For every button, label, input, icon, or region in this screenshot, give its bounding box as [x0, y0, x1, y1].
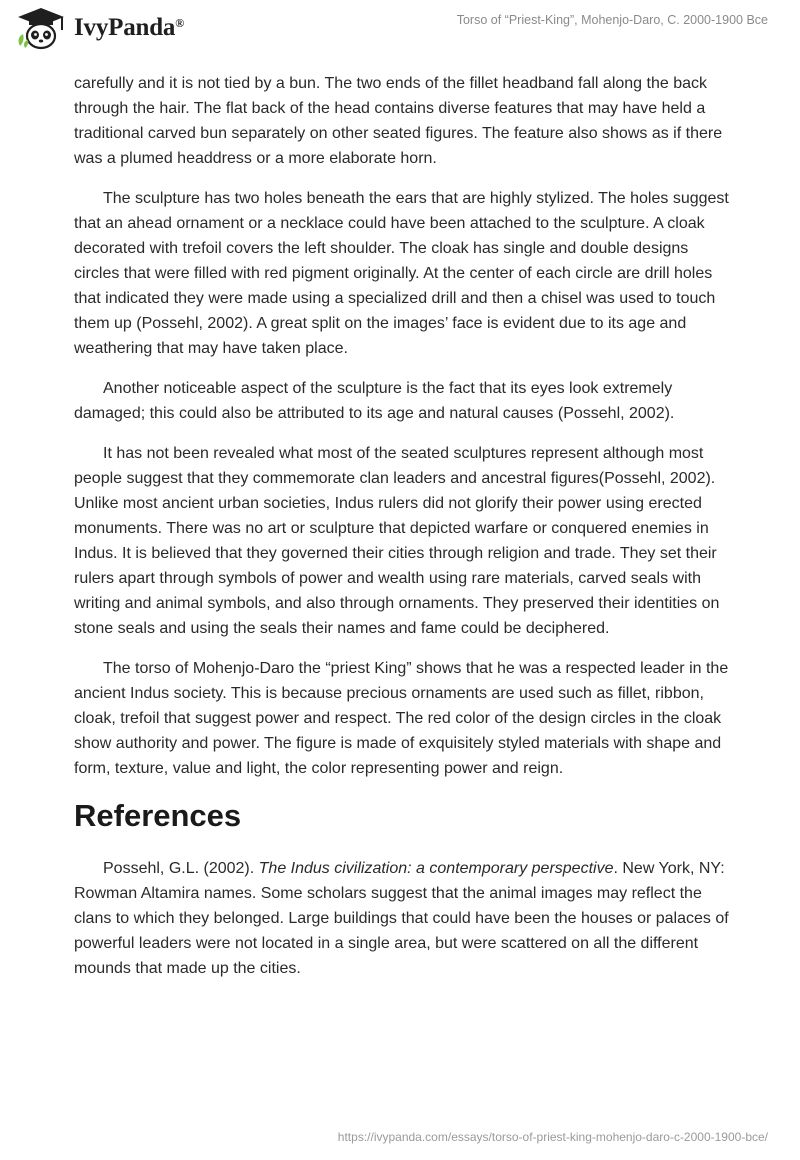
- source-url[interactable]: https://ivypanda.com/essays/torso-of-priest-king-mohenjo-daro-c-2000-1900-bce/: [337, 1130, 768, 1144]
- reference-title: The Indus civilization: a contemporary perspective: [258, 860, 614, 877]
- references-heading: References: [74, 798, 242, 833]
- paragraph: The torso of Mohenjo-Daro the “priest King” shows that he was a respected leader in the ancient Indus society. This is because precious ornaments are used such as fillet, ribbon, cloak, trefoil that suggest power and respect. The red color of the design circles in the cloak show authority and power. The figure is made of exquisitely styled materials with shape and form, texture, value and light, the color representing power and reign.: [74, 660, 729, 777]
- running-title: Torso of “Priest-King”, Mohenjo-Daro, C. 2000-1900 Bce: [456, 13, 768, 27]
- essay-content: [74, 71, 730, 996]
- reference-details: . New York, NY: Rowman Altamira names. Some scholars suggest that the animal images may reflect the clans to which they belonged. Large buildings that could have been the houses or palaces of powerful leaders were not located in a single area, but were scattered on all the different mounds that made up the cities.: [74, 860, 729, 977]
- panda-graduate-icon: [14, 6, 68, 50]
- paragraph: Another noticeable aspect of the sculpture is the fact that its eyes look extremely damaged; this could also be attributed to its age and natural causes (Possehl, 2002).: [74, 380, 675, 422]
- page-header: [0, 0, 800, 70]
- ivypanda-logo[interactable]: [14, 6, 184, 50]
- paragraph: It has not been revealed what most of the seated sculptures represent although most people suggest that they commemorate clan leaders and ancestral figures(Possehl, 2002). Unlike most ancient urban societies, Indus rulers did not glorify their power using erected monuments. There was no art or sculpture that depicted warfare or conquered enemies in Indus. It is believed that they governed their cities through religion and trade. They set their rulers apart through symbols of power and wealth using rare materials, carved seals with writing and animal symbols, and also through ornaments. They preserved their identities on stone seals and using the seals their names and fame could be deciphered.: [74, 445, 720, 637]
- paragraph: The sculpture has two holes beneath the ears that are highly stylized. The holes suggest that an ahead ornament or a necklace could have been attached to the sculpture. A cloak decorated with trefoil covers the left shoulder. The cloak has single and double designs circles that were filled with red pigment originally. At the center of each circle are drill holes that indicated they were made using a specialized drill and then a chisel was used to touch them up (Possehl, 2002). A great split on the images’ face is evident due to its age and weathering that may have taken place.: [74, 190, 729, 357]
- reference-author: Possehl, G.L. (2002).: [103, 860, 259, 877]
- registered-mark: ®: [175, 16, 184, 30]
- reference-entry: [74, 856, 730, 981]
- paragraph-continued: carefully and it is not tied by a bun. The two ends of the fillet headband fall along the back through the hair. The flat back of the head contains diverse features that may have held a traditional carved bun separately on other seated figures. The feature also shows as if there was a plumed headdress or a more elaborate horn.: [74, 75, 723, 167]
- logo-wordmark: IvyPanda®: [74, 14, 184, 41]
